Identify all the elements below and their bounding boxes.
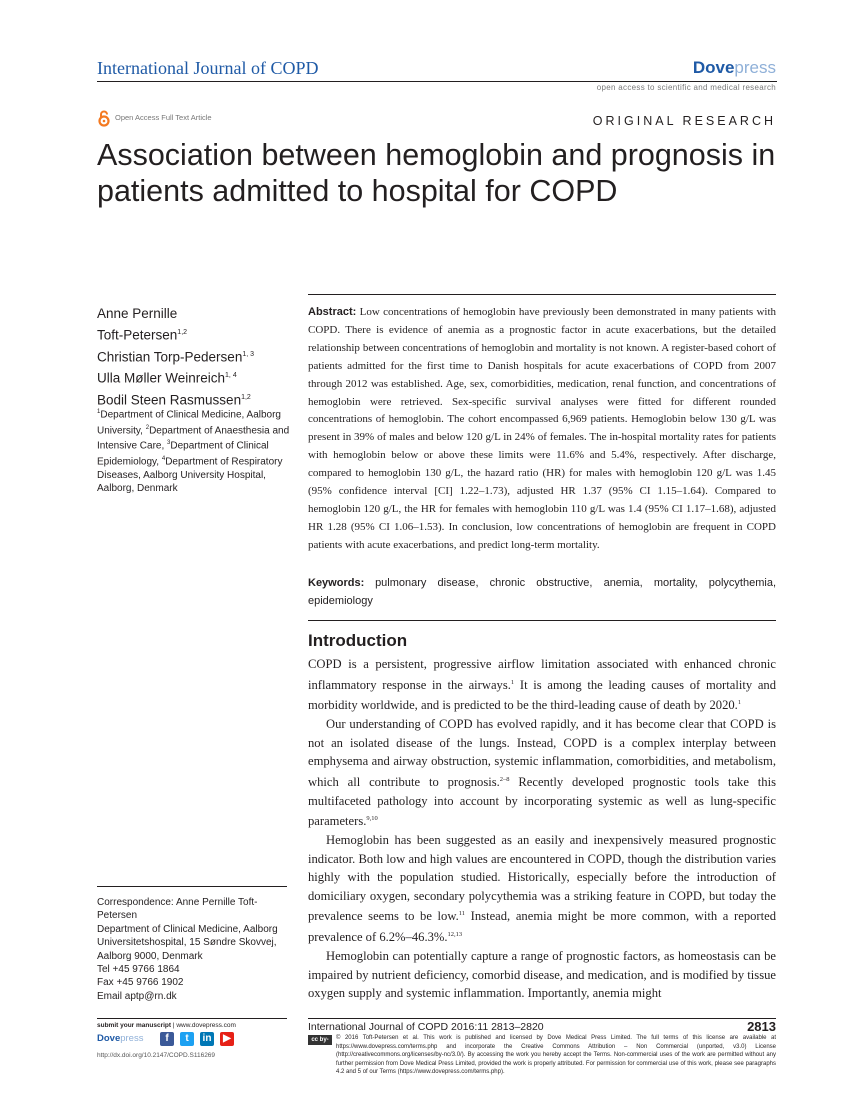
keywords-label: Keywords: (308, 577, 365, 589)
correspondence-fax: Fax +45 9766 1902 (97, 977, 184, 989)
brand-light: press (734, 58, 776, 77)
introduction-body (308, 655, 776, 1003)
keywords-text: pulmonary disease, chronic obstructive, anemia, mortality, polycythemia, epidemiology (308, 577, 776, 607)
dovepress-footer-logo[interactable]: Dovepress (97, 1033, 144, 1044)
linkedin-icon[interactable]: in (200, 1032, 214, 1046)
article-title: Association between hemoglobin and prognosis in patients admitted to hospital for COPD (97, 138, 776, 208)
paragraph: COPD is a persistent, progressive airflow limitation associated with enhanced chronic inflammatory response in the airways.$^1$ It is among the leading causes of mortality and morbidity worldwide, and is predicted to be the third-leading cause of death by 2020.$^1$ (308, 657, 777, 713)
article-category: ORIGINAL RESEARCH (592, 114, 776, 128)
introduction-rule (308, 620, 776, 621)
abstract-text: Low concentrations of hemoglobin have previously been demonstrated in many patients with COPD. There is evidence of anemia as a prognostic factor in acute exacerbations, but the detailed relationship between concentrations of hemoglobin and mortality is not known. A register-based cohort of patients admitted for the first time to Danish hospitals for acute exacerbations of COPD from 2007 through 2012 was established. Age, sex, comorbidities, medication, renal function, and concentrations of hemoglobin were retrieved. Sex-specific survival analyses were fitted for different rounded concentrations of hemoglobin. The cohort encompassed 6,969 patients. Hemoglobin below 130 g/L was present in 39% of males and below 120 g/L in 24% of females. The in-hospital mortality rates for patients with hemoglobin below or above these limits were 11.6% and 5.4%, respectively. After discharge, compared to hemoglobin 130 g/L, the hazard ratio (HR) for males with hemoglobin 120 g/L was 1.45 (95% confidence interval [CI] 1.22–1.73), adjusted HR 1.37 (95% CI 1.15–1.64). Compared to hemoglobin 120 g/L, the HR for females with hemoglobin 110 g/L was 1.4 (95% CI 1.17–1.68), adjusted HR 1.28 (95% CI 1.06–1.53). In conclusion, low concentrations of hemoglobin are frequent in COPD patients with acute exacerbations, and predict long-term mortality. (308, 306, 776, 551)
header-rule (97, 81, 777, 82)
author-list (97, 304, 297, 409)
footer-citation: International Journal of COPD 2016:11 2813–2820 (308, 1021, 544, 1033)
open-access-label: Open Access Full Text Article (115, 113, 212, 122)
open-access-icon (97, 110, 111, 127)
abstract-label: Abstract: (308, 306, 357, 318)
dovepress-logo[interactable] (693, 58, 776, 78)
page-number: 2813 (747, 1019, 776, 1034)
facebook-icon[interactable]: f (160, 1032, 174, 1046)
author-name: Anne Pernille (97, 306, 178, 321)
author-name: Toft-Petersen$^{1,2}$ (97, 327, 188, 343)
paragraph: Hemoglobin can potentially capture a range of prognostic factors, as homeostasis can be impaired by nutrient deficiency, comorbid disease, and medication, and is modified by tissue oxygen supply and systemic inflammation. Importantly, anemia might (308, 949, 776, 1001)
license-text: © 2016 Toft-Petersen et al. This work is published and licensed by Dove Medical Press Limited. The full terms of this license are available at https://www.dovepress.com/terms.php and incorporate the Creative Commons Attribution – Non Commercial (unported, v3.0) License (http://creativecommons.org/licenses/by-nc/3.0/). By accessing the work you hereby accept the Terms. Non-commercial uses of the work are permitted without any further permission from Dove Medical Press Limited, provided the work is properly attributed. For permission for commercial use of this work, please see paragraphs 4.2 and 5 of our Terms (https://www.dovepress.com/terms.php). (336, 1035, 776, 1076)
brand-bold: Dove (692, 58, 735, 77)
correspondence-address: Department of Clinical Medicine, Aalborg Universitetshospital, 15 Søndre Skovvej, Aalborg 9000, Denmark (97, 923, 278, 962)
author-name: Christian Torp-Pedersen$^{1, 3}$ (97, 349, 255, 364)
doi-link[interactable]: http://dx.doi.org/10.2147/COPD.S116269 (97, 1052, 216, 1059)
paragraph: Our understanding of COPD has evolved rapidly, and it has become clear that COPD is not an isolated disease of the lungs. Instead, COPD is a complex interplay between emphysema and airway obstruction, systemic inflammation, comorbidities, and metabolism, which all contribute to prognosis.$^{2-8}$ Recently developed prognostic tools take this multifaceted pathology into account by incorporating systemic as well as lung-specific parameters.$^{9,10}$ (308, 717, 776, 829)
correspondence-email[interactable]: Email aptp@rn.dk (97, 990, 177, 1002)
footer-rule-left (97, 1018, 287, 1019)
journal-title: International Journal of COPD (97, 58, 319, 78)
correspondence-rule (97, 886, 287, 887)
author-name: Bodil Steen Rasmussen$^{1,2}$ (97, 392, 251, 407)
affiliations: $^1$Department of Clinical Medicine, Aalborg University, $^2$Department of Anaesthesia and Intensive Care, $^3$Department of Clinical Epidemiology, $^4$Department of Respiratory Diseases, Aalborg University Hospital, Aalborg, Denmark (97, 409, 290, 495)
abstract-rule (308, 294, 776, 295)
youtube-icon[interactable]: ▶ (220, 1032, 234, 1046)
correspondence-name: Correspondence: Anne Pernille Toft-Petersen (97, 897, 258, 922)
author-name: Ulla Møller Weinreich$^{1, 4}$ (97, 370, 237, 386)
creative-commons-badge[interactable]: cc by-nc (308, 1035, 332, 1045)
twitter-icon[interactable]: t (180, 1032, 194, 1046)
keywords (308, 575, 776, 611)
submit-manuscript-link[interactable]: submit your manuscript | www.dovepress.com (97, 1022, 236, 1029)
footer-rule-right (308, 1018, 776, 1019)
abstract (308, 304, 776, 555)
introduction-heading: Introduction (308, 631, 408, 650)
correspondence-tel: Tel +45 9766 1864 (97, 964, 180, 976)
tagline: open access to scientific and medical research (596, 83, 776, 92)
correspondence (97, 896, 297, 1003)
paragraph: Hemoglobin has been suggested as an easily and inexpensively measured prognostic indicator. Both low and high values are encountered in COPD, though the distribution varies highly with the population studied. Historically, especially before the introduction of domiciliary oxygen, secondary polycythemia was a striking feature in COPD, but today the prevalence seems to be low.$^{11}$ Instead, anemia might be more common, with a reported prevalence of 6.2%–46.3%.$^{12,13}$ (308, 833, 776, 945)
social-icons (160, 1032, 234, 1046)
